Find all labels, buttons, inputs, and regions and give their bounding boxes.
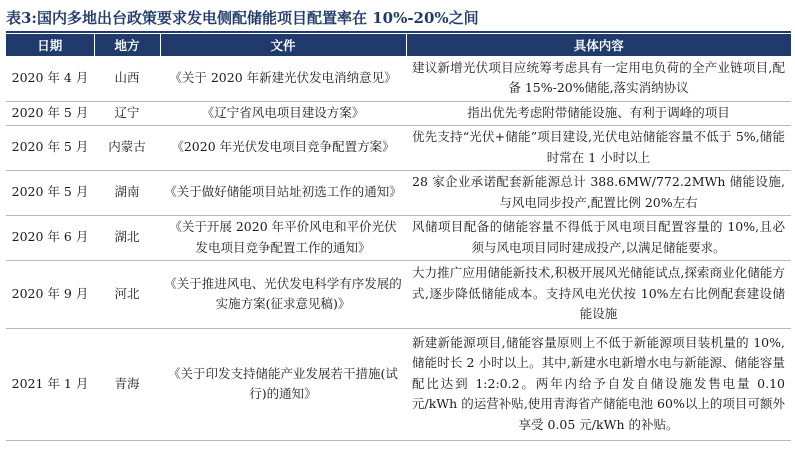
cell-date: 2020 年 5 月 — [6, 101, 94, 125]
cell-date: 2020 年 5 月 — [6, 125, 94, 170]
header-document: 文件 — [160, 34, 406, 56]
table-row — [6, 328, 791, 440]
cell-place: 河北 — [94, 260, 160, 328]
cell-content: 大力推广应用储能新技术,积极开展风光储能试点,探索商业化储能方式,逐步降低储能成本。支持风电光伏按 10%左右比例配套建设储能设施 — [406, 260, 791, 328]
header-date: 日期 — [6, 34, 94, 56]
header-place: 地方 — [94, 34, 160, 56]
cell-date: 2020 年 4 月 — [6, 56, 94, 101]
table-row — [6, 215, 791, 260]
table-row — [6, 260, 791, 328]
cell-document: 《关于做好储能项目站址初选工作的通知》 — [160, 170, 406, 215]
header-content: 具体内容 — [406, 34, 791, 56]
cell-document: 《关于印发支持储能产业发展若干措施(试行)的通知》 — [160, 328, 406, 440]
cell-content: 新建新能源项目,储能容量原则上不低于新能源项目装机量的 10%,储能时长 2 小时以上。其中,新建水电新增水电与新能源、储能容量配比达到 1:2:0.2。两年内给予自发自储设施发售电量 0.10 元/kWh 的运营补贴,使用青海省产储能电池 60%以上的项目可额外享受 0.05 元/kWh 的补贴。 — [406, 328, 791, 440]
cell-date: 2020 年 5 月 — [6, 170, 94, 215]
cell-document: 《关于 2020 年新建光伏发电消纳意见》 — [160, 56, 406, 101]
cell-content: 28 家企业承诺配套新能源总计 388.6MW/772.2MWh 储能设施,与风电同步投产,配置比例 20%左右 — [406, 170, 791, 215]
table-header-row — [6, 34, 791, 56]
cell-content: 优先支持“光伏+储能”项目建设,光伏电站储能容量不低于 5%,储能时常在 1 小时以上 — [406, 125, 791, 170]
cell-place: 湖北 — [94, 215, 160, 260]
cell-place: 内蒙古 — [94, 125, 160, 170]
cell-content: 风储项目配备的储能容量不得低于风电项目配置容量的 10%,且必须与风电项目同时建成投产,以满足储能要求。 — [406, 215, 791, 260]
table-row — [6, 125, 791, 170]
cell-place: 青海 — [94, 328, 160, 440]
table-row — [6, 56, 791, 101]
cell-document: 《关于推进风电、光伏发电科学有序发展的实施方案(征求意见稿)》 — [160, 260, 406, 328]
table-row — [6, 101, 791, 125]
cell-content: 建议新增光伏项目应统筹考虑具有一定用电负荷的全产业链项目,配备 15%-20%储能,落实消纳协议 — [406, 56, 791, 101]
policy-table — [6, 34, 791, 441]
cell-document: 《关于开展 2020 年平价风电和平价光伏发电项目竞争配置工作的通知》 — [160, 215, 406, 260]
cell-content: 指出优先考虑附带储能设施、有利于调峰的项目 — [406, 101, 791, 125]
cell-document: 《辽宁省风电项目建设方案》 — [160, 101, 406, 125]
top-rule — [6, 31, 791, 33]
cell-date: 2021 年 1 月 — [6, 328, 94, 440]
cell-date: 2020 年 9 月 — [6, 260, 94, 328]
table-row — [6, 170, 791, 215]
cell-place: 辽宁 — [94, 101, 160, 125]
cell-date: 2020 年 6 月 — [6, 215, 94, 260]
cell-place: 山西 — [94, 56, 160, 101]
cell-place: 湖南 — [94, 170, 160, 215]
table-caption: 表3:国内多地出台政策要求发电侧配储能项目配置率在 10%-20%之间 — [6, 9, 479, 27]
cell-document: 《2020 年光伏发电项目竞争配置方案》 — [160, 125, 406, 170]
